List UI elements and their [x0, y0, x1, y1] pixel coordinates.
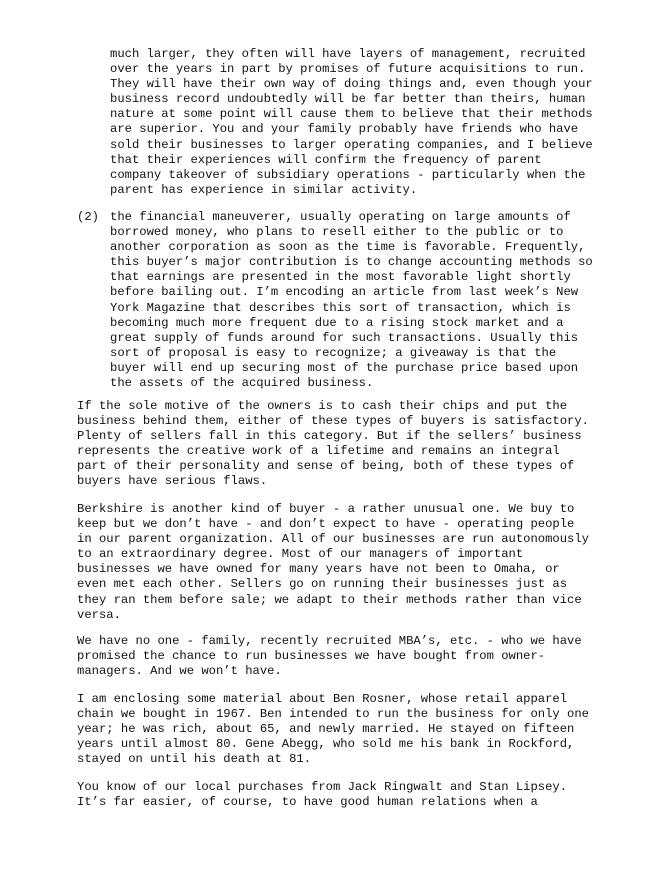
- item-number: (2): [77, 210, 99, 224]
- text-line: promised the chance to run businesses we have bought from owner-: [77, 649, 546, 664]
- text-line: parent has experience in similar activity.: [110, 182, 418, 197]
- continuation-paragraph: [110, 47, 593, 198]
- text-line: buyers have serious flaws.: [77, 474, 268, 489]
- text-line: keep but we don’t have - and don’t expect to have - operating people: [77, 517, 575, 532]
- text-line: the assets of the acquired business.: [110, 376, 374, 391]
- text-line: sort of proposal is easy to recognize; a giveaway is that the: [110, 345, 557, 360]
- text-line: I am enclosing some material about Ben Rosner, whose retail apparel: [77, 692, 568, 706]
- text-line: Plenty of sellers fall in this category. But if the sellers’ business: [77, 429, 582, 444]
- text-line: It’s far easier, of course, to have good human relations when a: [77, 795, 538, 810]
- text-line: Berkshire is another kind of buyer - a rather unusual one. We buy to: [77, 502, 575, 516]
- text-line: buyer will end up securing most of the purchase price based upon: [110, 360, 579, 375]
- text-line: year; he was rich, about 65, and newly married. He stayed on fifteen: [77, 722, 575, 737]
- text-line: even met each other. Sellers go on running their businesses just as: [77, 577, 568, 592]
- paragraph-berkshire: [77, 502, 589, 623]
- text-line: represents the creative work of a lifetime and remains an integral: [77, 444, 560, 459]
- text-line: business behind them, either of these types of buyers is satisfactory.: [77, 414, 589, 429]
- text-line: in our parent organization. All of our businesses are run autonomously: [77, 532, 589, 547]
- text-line: managers. And we won’t have.: [77, 664, 282, 679]
- paragraph-no-one: [77, 634, 582, 679]
- text-line: the financial maneuverer, usually operating on large amounts of: [110, 210, 571, 224]
- text-line: chain we bought in 1967. Ben intended to run the business for only one: [77, 707, 589, 722]
- text-line: We have no one - family, recently recruited MBA’s, etc. - who we have: [77, 634, 582, 648]
- text-line: to an extraordinary degree. Most of our managers of important: [77, 547, 524, 562]
- text-line: York Magazine that describes this sort of transaction, which is: [110, 300, 571, 315]
- text-line: becoming much more frequent due to a rising stock market and a: [110, 315, 564, 330]
- text-line: another corporation as soon as the time is favorable. Frequently,: [110, 240, 586, 255]
- text-line: borrowed money, who plans to resell either to the public or to: [110, 225, 564, 240]
- text-line: years until almost 80. Gene Abegg, who sold me his bank in Rockford,: [77, 737, 575, 752]
- paragraph-sole-motive: [77, 399, 589, 490]
- text-line: business record undoubtedly will be far better than theirs, human: [110, 92, 586, 107]
- text-line: nature at some point will cause them to believe that their methods: [110, 107, 593, 122]
- text-line: sold their businesses to larger operating companies, and I believe: [110, 137, 593, 152]
- text-line: part of their personality and sense of being, both of these types of: [77, 459, 575, 474]
- text-line: versa.: [77, 607, 121, 622]
- text-line: are superior. You and your family probably have friends who have: [110, 122, 579, 137]
- text-line: company takeover of subsidiary operations - particularly when the: [110, 167, 586, 182]
- text-line: this buyer’s major contribution is to change accounting methods so: [110, 255, 593, 270]
- text-line: If the sole motive of the owners is to cash their chips and put the: [77, 399, 568, 413]
- text-line: they ran them before sale; we adapt to their methods rather than vice: [77, 592, 582, 607]
- text-line: much larger, they often will have layers of management, recruited: [110, 47, 586, 61]
- text-line: over the years in part by promises of future acquisitions to run.: [110, 62, 586, 77]
- paragraph-ben-rosner: [77, 692, 589, 767]
- text-line: stayed on until his death at 81.: [77, 752, 312, 767]
- text-line: before bailing out. I’m encoding an article from last week’s New: [110, 285, 579, 300]
- text-line: businesses we have owned for many years have not been to Omaha, or: [77, 562, 560, 577]
- text-line: that their experiences will confirm the frequency of parent: [110, 152, 542, 167]
- text-line: You know of our local purchases from Jack Ringwalt and Stan Lipsey.: [77, 780, 568, 794]
- text-line: great supply of funds around for such transactions. Usually this: [110, 330, 579, 345]
- text-line: that earnings are presented in the most favorable light shortly: [110, 270, 571, 285]
- paragraph-local-purchases: [77, 780, 567, 810]
- text-line: They will have their own way of doing things and, even though your: [110, 77, 593, 92]
- item-text: [110, 210, 593, 391]
